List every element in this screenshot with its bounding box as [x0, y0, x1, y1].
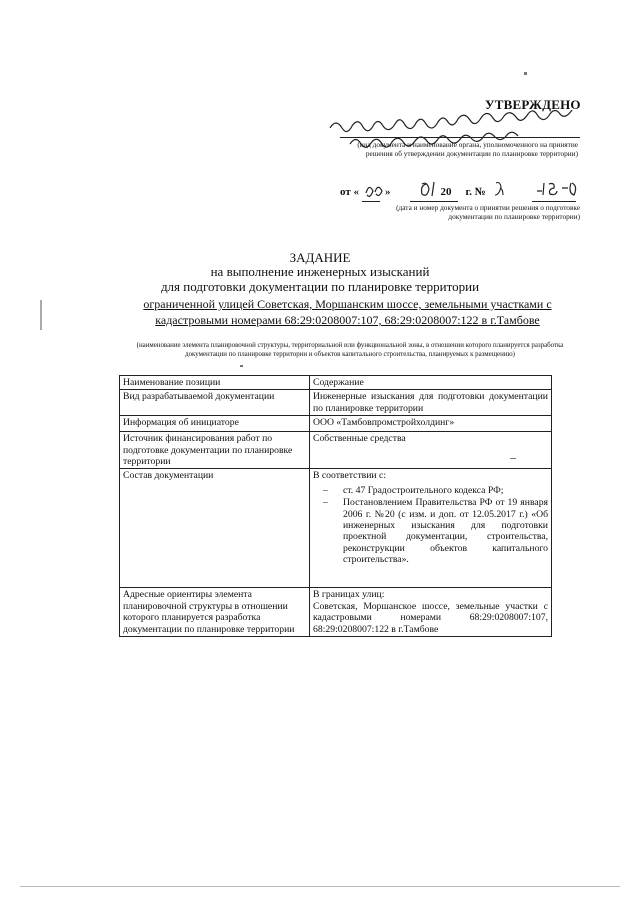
territory-caption: (наименование элемента планировочной структуры, территориальной или функциональной зоны, в отношении которого планируется разработка документации по планировке территории и объектов капитального строительства, планируемых к размещению): [136, 342, 564, 358]
organ-caption: (вид документа и наименование органа, уполномоченного на принятие решения об утверждении документации по планировке территории): [357, 140, 578, 158]
year-prefix: 20: [440, 186, 452, 198]
document-subtitle-2: для подготовки документации по планировке территории: [160, 279, 480, 294]
date-caption: (дата и номер документа о принятии решения о подготовке документации по планировке территории): [396, 203, 580, 221]
date-mid: »: [385, 186, 391, 198]
header-position: Наименование позиции: [120, 376, 310, 390]
scan-speck: [240, 365, 243, 367]
list-item: – Постановлением Правительства РФ от 19 января 2006 г. №20 (с изм. и доп. от 12.05.2017 г.) «Об инженерных изыскания для подготовки проектной документации, строительства, реконструкции объектов капитального строительства».: [323, 497, 548, 566]
dash-icon: –: [323, 484, 328, 496]
row-position: Вид разрабатываемой документации: [120, 390, 310, 416]
row-position: Источник финансирования работ по подготовке документации по планировке территории: [120, 432, 310, 469]
row-content: [310, 469, 552, 588]
scan-speck: [510, 458, 516, 459]
row-content: Инженерные изыскания для подготовки документации по планировке территории: [310, 390, 552, 416]
assignment-table: [119, 375, 552, 637]
table-header-row: [120, 376, 552, 390]
header-content: Содержание: [310, 376, 552, 390]
approved-heading: УТВЕРЖДЕНО: [485, 97, 581, 112]
date-day-line: [362, 201, 380, 202]
row-content: ООО «Тамбовпромстройхолдинг»: [310, 416, 552, 432]
table-row: [120, 588, 552, 637]
scan-speck: [524, 72, 527, 75]
organ-signature-line: [340, 137, 580, 138]
row-position: Информация об инициаторе: [120, 416, 310, 432]
date-prefix: от «: [340, 186, 360, 198]
number-line: [532, 201, 576, 202]
scan-edge-line: [20, 886, 620, 887]
row-content: [310, 588, 552, 637]
list-item: – ст. 47 Градостроительного кодекса РФ;: [323, 484, 504, 496]
date-month-line: [410, 201, 458, 202]
content-text: Советская, Моршанское шоссе, земельные участки с кадастровыми номерами 68:29:0208007:107, 68:29:0208007:122 в г.Тамбове: [313, 600, 548, 635]
table-row: [120, 469, 552, 588]
content-intro: В границах улиц:: [313, 589, 385, 601]
dash-icon: –: [323, 497, 328, 509]
content-intro: В соответствии с:: [313, 470, 387, 482]
table-row: [120, 416, 552, 432]
document-subtitle-1: на выполнение инженерных изысканий: [210, 264, 430, 279]
row-content: Собственные средства: [310, 432, 552, 469]
handwritten-date-number: [340, 178, 580, 202]
row-position: Состав документации: [120, 469, 310, 588]
law-list: [313, 485, 548, 566]
document-title: ЗАДАНИЕ: [289, 250, 351, 265]
row-position: Адресные ориентиры элемента планировочной структуры в отношении которого планируется разработка документации по планировке территории: [120, 588, 310, 637]
year-suffix: г. №: [465, 186, 486, 198]
table-row: [120, 390, 552, 416]
territory-description: ограниченной улицей Советская, Моршанским шоссе, земельными участками с кадастровыми номерами 68:29:0208007:107, 68:29:0208007:122 в г.Тамбове: [143, 297, 552, 327]
table-row: [120, 432, 552, 469]
scan-speck: [40, 300, 42, 330]
